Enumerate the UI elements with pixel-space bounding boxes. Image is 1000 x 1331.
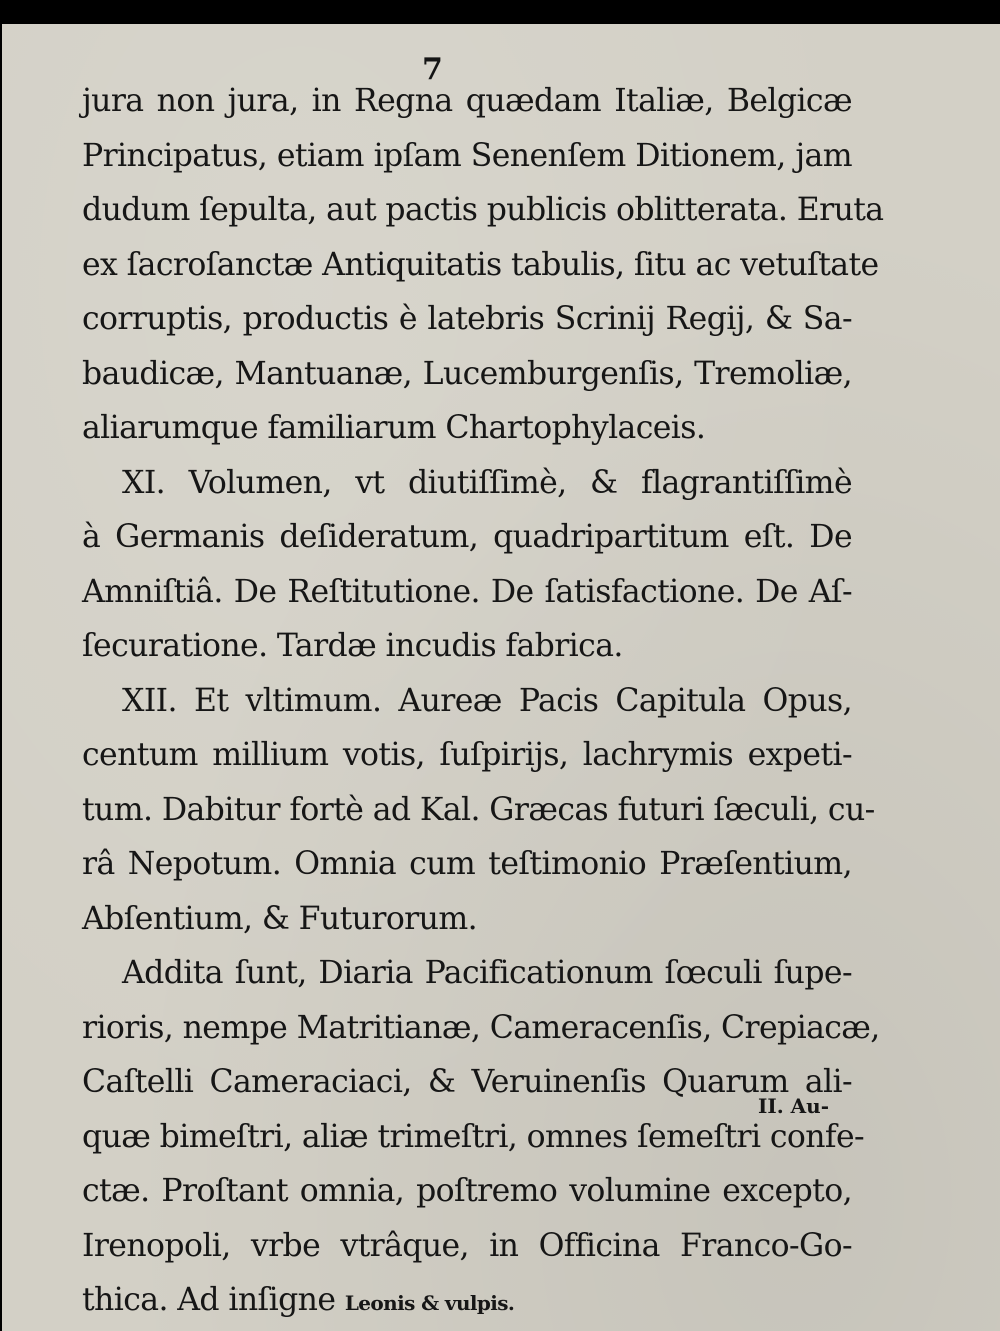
text-line: râ Nepotum. Omnia cum teſtimonio Præſentium, bbox=[82, 846, 852, 882]
text-line: quæ bimeſtri, aliæ trimeſtri, omnes ſemeſtri confe- bbox=[82, 1118, 865, 1155]
text-line: Principatus, etiam ipſam Senenſem Ditionem, jam bbox=[82, 137, 852, 174]
text-line: corruptis, productis è latebris Scrinij Regij, & Sa- bbox=[82, 301, 852, 337]
text-line: Abſentium, & Futurorum. bbox=[82, 900, 478, 937]
text-line: ſecuratione. Tardæ incudis fabrica. bbox=[82, 628, 623, 664]
paragraph-addita-start: Addita ſunt, Diaria Pacificationum ſœculi ſupe- bbox=[122, 955, 852, 991]
text-line: tum. Dabitur fortè ad Kal. Græcas futuri ſæculi, cu- bbox=[82, 791, 875, 828]
text-line: jura non jura, in Regna quædam Italiæ, Belgicæ bbox=[82, 83, 852, 119]
printer-sign: Leonis & vulpis. bbox=[344, 1291, 515, 1315]
text-line: Caſtelli Cameraciaci, & Veruinenſis Quarum ali- bbox=[82, 1064, 852, 1100]
text-line: centum millium votis, ſuſpirijs, lachrymis expeti- bbox=[82, 737, 852, 773]
text-line: Irenopoli, vrbe vtrâque, in Officina Franco-Go- bbox=[82, 1227, 852, 1264]
text-line: rioris, nempe Matritianæ, Cameracenſis, Crepiacæ, bbox=[82, 1009, 880, 1046]
final-text-line bbox=[82, 1273, 852, 1328]
text-line: aliarumque familiarum Chartophylaceis. bbox=[82, 410, 706, 446]
text-line: ctæ. Proſtant omnia, poſtremo volumine excepto, bbox=[82, 1173, 852, 1209]
text-line: Amniſtiâ. De Reſtitutione. De ſatisfactione. De Aſ- bbox=[82, 573, 852, 610]
paragraph-xii-start: XII. Et vltimum. Aureæ Pacis Capitula Opus, bbox=[122, 682, 852, 719]
paragraph-xi-start: XI. Volumen, vt diutiſſimè, & flagrantiſſimè bbox=[122, 464, 852, 501]
body-text bbox=[82, 74, 884, 1328]
text-line: dudum ſepulta, aut pactis publicis oblitterata. Eruta bbox=[82, 192, 884, 228]
text-line: à Germanis deſideratum, quadripartitum eſt. De bbox=[82, 519, 852, 555]
final-line-main: thica. Ad inſigne bbox=[82, 1282, 336, 1318]
scanned-page bbox=[2, 24, 1000, 1331]
text-line: ex ſacroſanctæ Antiquitatis tabulis, ſitu ac vetuſtate bbox=[82, 246, 879, 283]
page-number: 7 bbox=[422, 52, 443, 87]
catchword: II. Au- bbox=[758, 1094, 829, 1118]
text-line: baudicæ, Mantuanæ, Lucemburgenſis, Tremoliæ, bbox=[82, 355, 852, 392]
